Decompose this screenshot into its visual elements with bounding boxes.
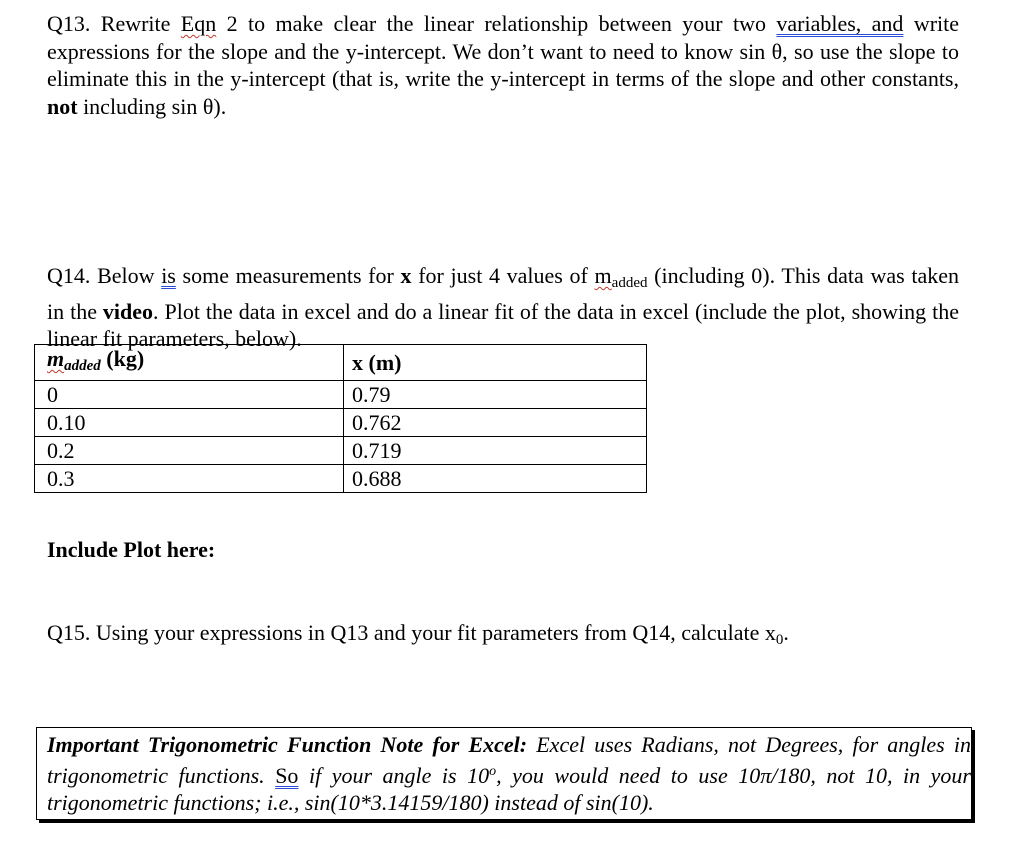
- q13-variables-word: variables, and: [776, 11, 904, 36]
- q13-text-4: including sin θ).: [77, 93, 227, 119]
- note-lead: Important Trigonometric Function Note for Excel:: [47, 732, 528, 757]
- cell-m: 0.3: [35, 465, 344, 493]
- header-m: m: [47, 346, 65, 371]
- question-13: [47, 10, 959, 120]
- cell-x: 0.688: [344, 465, 647, 493]
- note-so-word: So: [275, 763, 299, 788]
- measurement-table: [34, 344, 647, 493]
- header-x: x (m): [344, 345, 647, 381]
- include-plot-label: Include Plot here:: [47, 537, 216, 562]
- table-header-row: [35, 345, 647, 381]
- q14-text-4: (including 0). This data was taken in the: [47, 263, 960, 324]
- table-row: [35, 465, 647, 493]
- q15-text: Q15. Using your expressions in Q13 and your fit parameters from Q14, calculate x: [47, 620, 776, 645]
- q15-end: .: [783, 620, 789, 645]
- q14-video-bold: video: [102, 298, 154, 324]
- header-m-symbol: [47, 346, 101, 374]
- q13-text-2: 2 to make clear the linear relationship between your two: [216, 11, 777, 36]
- question-14: [47, 262, 959, 353]
- q14-text-2: some measurements for: [175, 263, 401, 288]
- q14-text-5: . Plot the data in excel and do a linear fit of the data in excel (include the plot, showing the linear fit parameters, below).: [47, 298, 959, 351]
- cell-x: 0.719: [344, 437, 647, 465]
- cell-m: 0.10: [35, 409, 344, 437]
- note-degree-sup: o: [489, 764, 497, 779]
- q14-m: m: [594, 263, 612, 288]
- q13-eqn-word: Eqn: [180, 11, 217, 36]
- cell-m: 0.2: [35, 437, 344, 465]
- q13-text-3: write expressions for the slope and the y-intercept. We don’t want to need to know sin θ, so use the slope to eliminate this in the y-intercept (that is, write the y-intercept in terms of the slope and other constants,: [47, 11, 960, 91]
- q14-m-sub: added: [611, 275, 648, 291]
- cell-m: 0: [35, 381, 344, 409]
- q14-text-1: Q14. Below: [47, 263, 162, 288]
- q13-text-1: Q13. Rewrite: [47, 11, 181, 36]
- header-m-unit: (kg): [100, 346, 145, 371]
- header-m-added: [35, 345, 344, 381]
- table-row: [35, 409, 647, 437]
- q14-m-added: [594, 263, 648, 291]
- table-row: [35, 381, 647, 409]
- question-15: [47, 619, 959, 655]
- q13-not-bold: not: [47, 93, 78, 119]
- q15-sub: 0: [775, 632, 784, 648]
- trig-note-box: [36, 727, 972, 820]
- note-text-2: if your angle is 10: [298, 763, 490, 788]
- table-row: [35, 437, 647, 465]
- q14-x-bold: x: [400, 263, 412, 288]
- q14-text-3: for just 4 values of: [411, 263, 595, 288]
- note-text-1: Excel uses Radians, not Degrees, for angles in trigonometric functions.: [47, 732, 971, 788]
- cell-x: 0.762: [344, 409, 647, 437]
- header-m-sub: added: [64, 358, 101, 374]
- q14-is-word: is: [161, 263, 176, 288]
- cell-x: 0.79: [344, 381, 647, 409]
- note-text-3: , you would need to use 10π/180, not 10, in your trigonometric functions; i.e., sin(10*3.14159/180) instead of sin(10).: [47, 763, 971, 815]
